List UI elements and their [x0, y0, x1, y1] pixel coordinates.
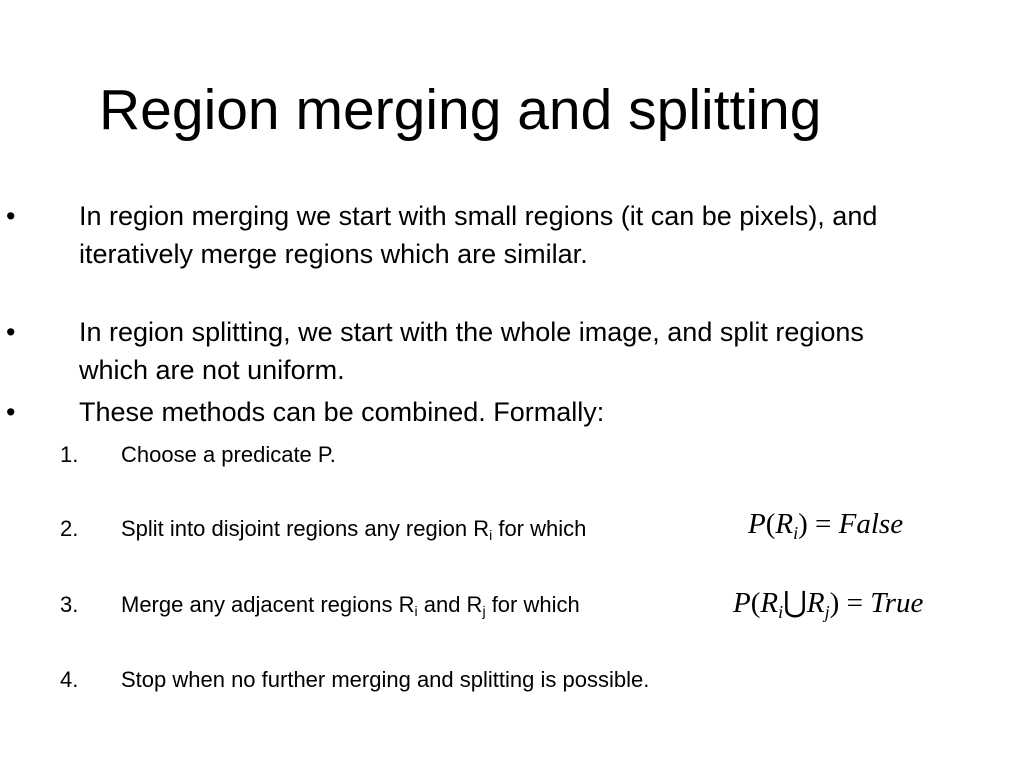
step-text: Stop when no further merging and splitting is possible. [121, 667, 650, 692]
step-text: Merge any adjacent regions $R_i$ and $R_j$ for which [121, 592, 580, 619]
bullet-marker: • [6, 397, 16, 427]
step-text: Choose a predicate P. [121, 442, 336, 467]
slide-title: Region merging and splitting [99, 78, 822, 142]
step-number: 4. [60, 667, 79, 692]
union-symbol: ⋃ [783, 587, 807, 619]
step-number: 3. [60, 592, 79, 617]
bullet-text: These methods can be combined. Formally: [79, 397, 605, 427]
split-condition-formula: $P(R_i)$ = False [748, 508, 904, 543]
bullet-text: In region splitting, we start with the whole image, and split regions which are not uniform. [79, 317, 864, 385]
bullet-marker: • [6, 317, 16, 347]
step-text: Split into disjoint regions any region $R_i$ for which [121, 516, 587, 543]
step-number: 1. [60, 442, 79, 467]
bullet-text: In region merging we start with small regions (it can be pixels), and iteratively merge regions which are similar. [79, 201, 878, 269]
bullet-marker: • [6, 201, 16, 231]
step-number: 2. [60, 516, 79, 541]
merge-condition-formula: $P(R_i⋃R_j)$ = True [733, 587, 924, 622]
